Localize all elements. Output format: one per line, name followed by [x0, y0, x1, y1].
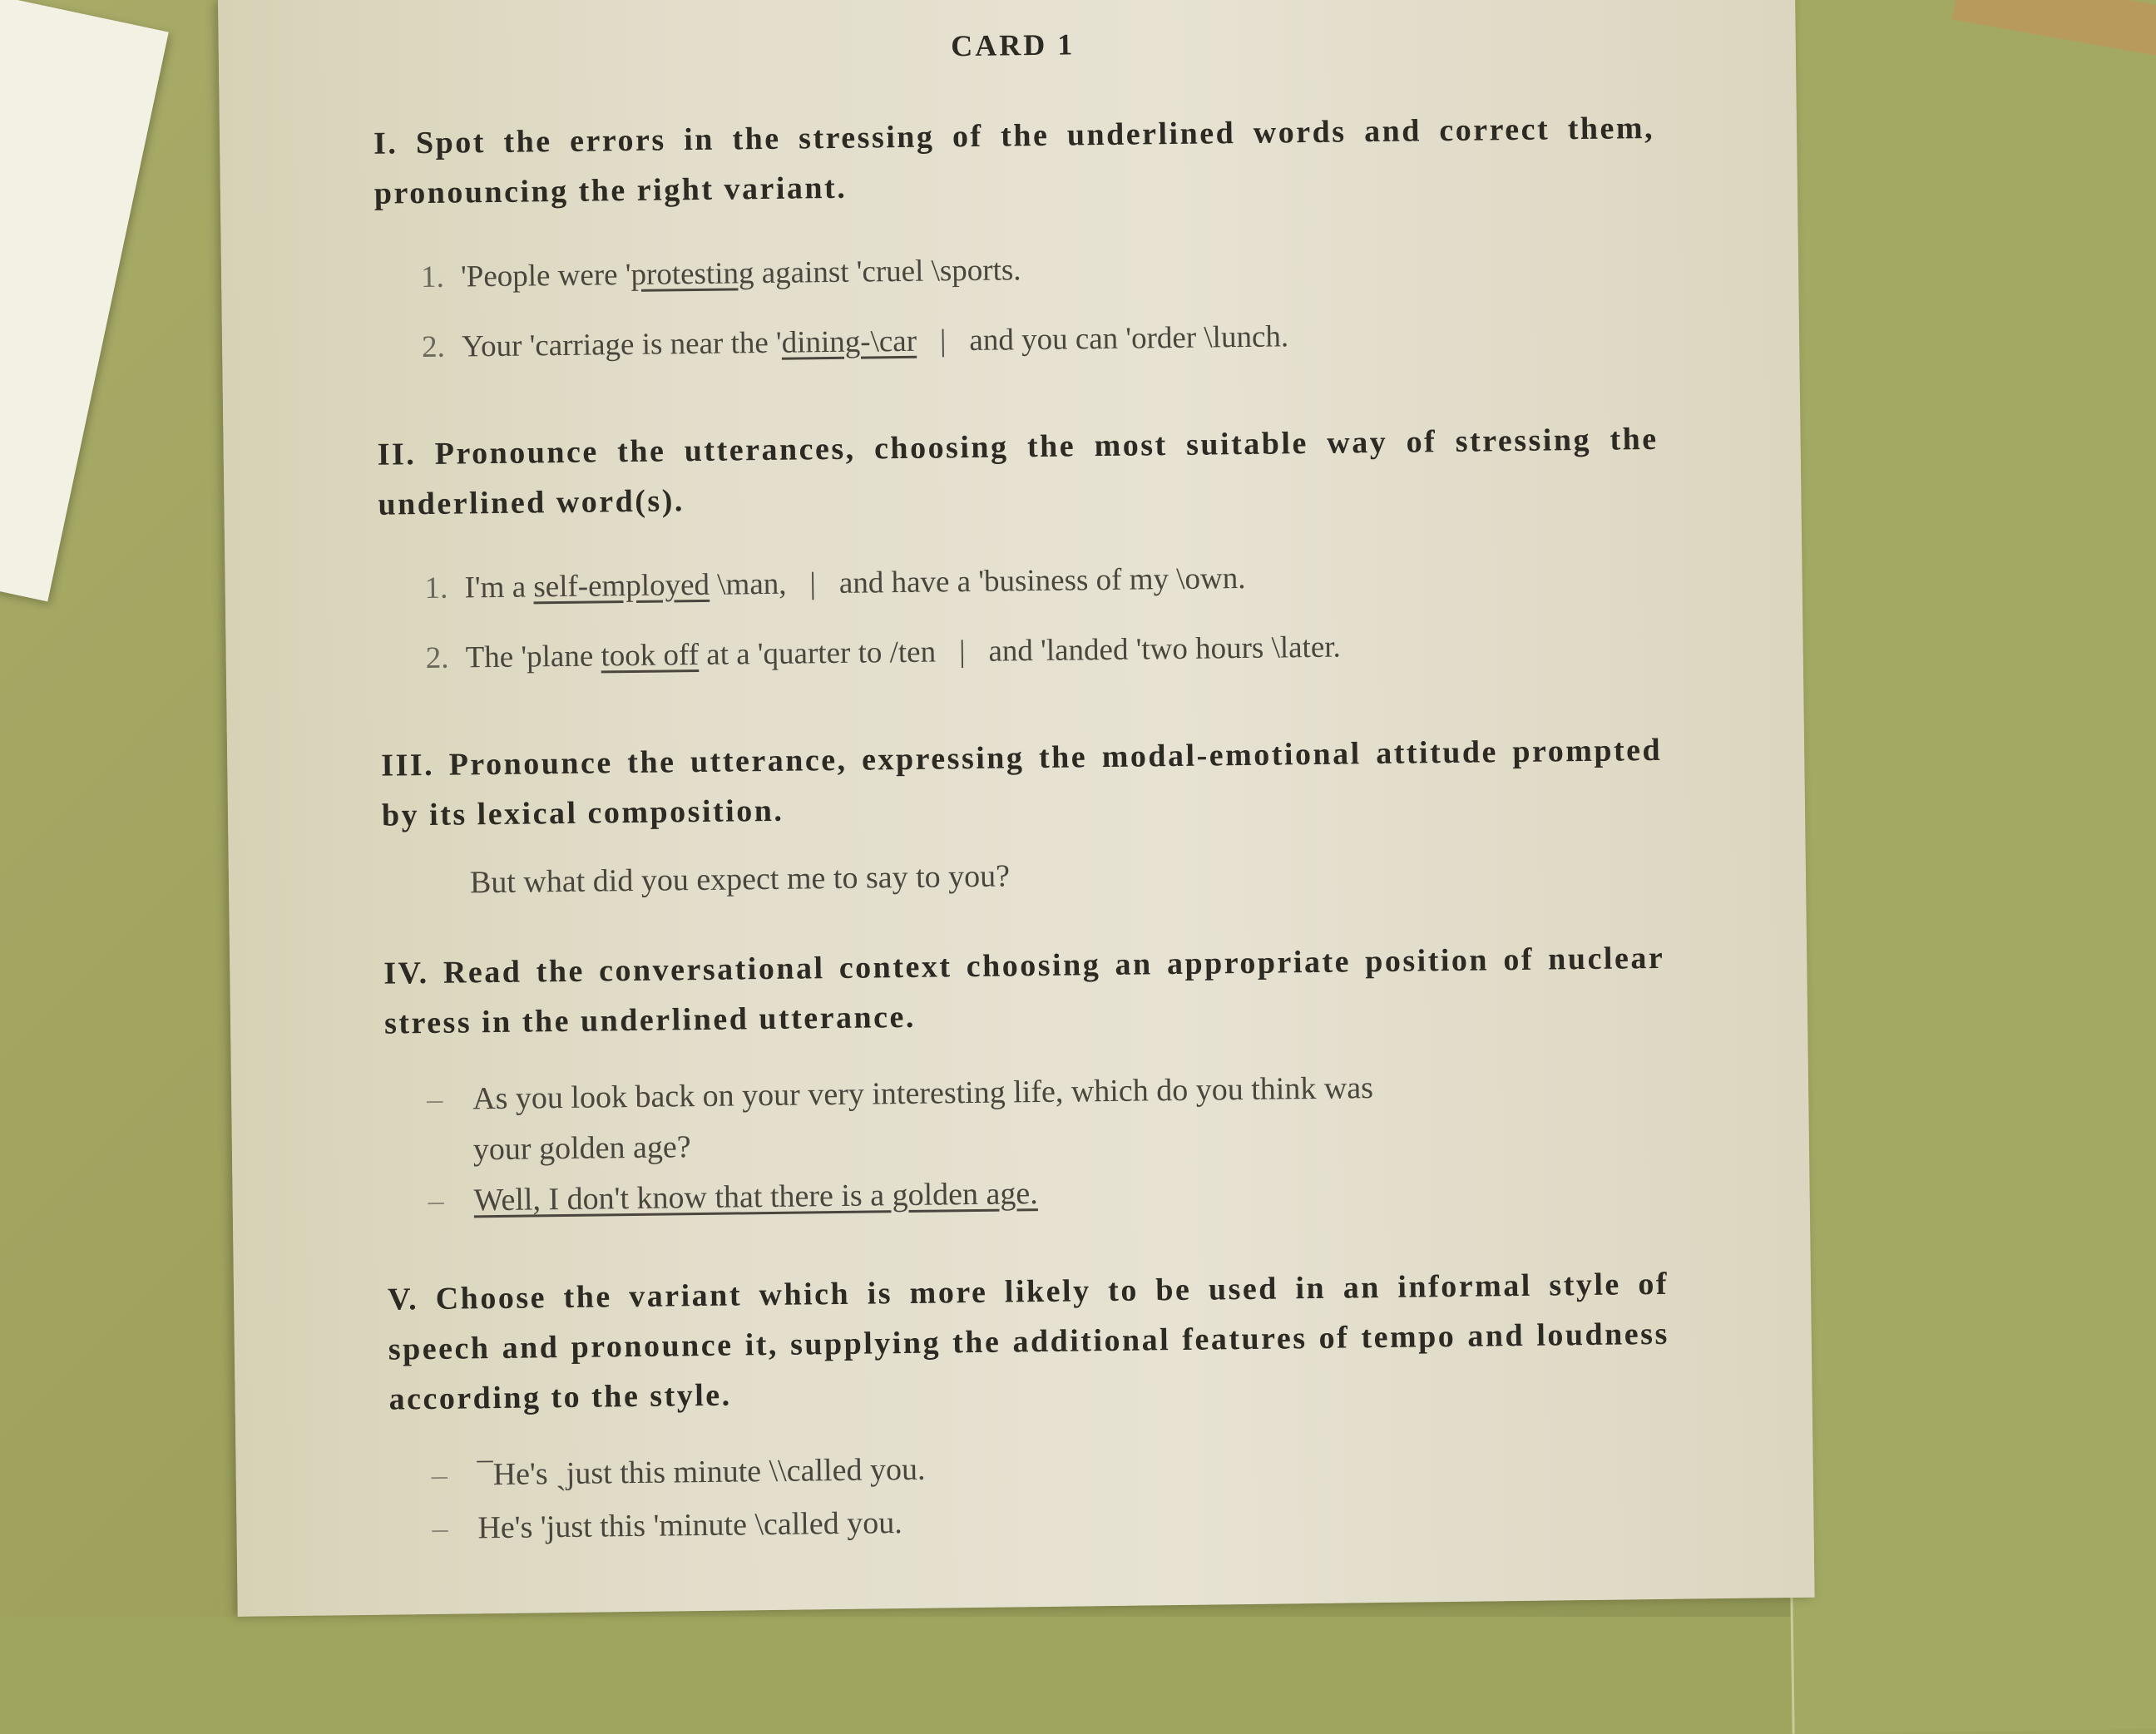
dialog-question-text: As you look back on your very interesting life, which do you think was [472, 1070, 1374, 1117]
section-5-instruction: V. Choose the variant which is more likely to be used in an informal style of speech and pronounce it, supplying the additional features of tempo and loudness according to the style. [387, 1266, 1669, 1417]
exam-card [218, 0, 1815, 1617]
card-content [373, 20, 1673, 1603]
item-text: and you can 'order \lunch. [969, 319, 1289, 358]
section-1-item-2 [376, 298, 1658, 383]
background-sheet-right [1768, 0, 2156, 1734]
section-4-instruction: IV. Read the conversational context choosing an appropriate position of nuclear stress in the underlined utterance. [383, 940, 1665, 1041]
dialog-question-continued: your golden age? [472, 1129, 691, 1168]
dialog-dash: – [426, 1081, 443, 1118]
card-title: CARD 1 [950, 27, 1076, 63]
underlined-word: self-employed [533, 567, 710, 605]
section-1 [373, 103, 1658, 383]
section-2-instruction: II. Pronounce the utterances, choosing the most suitable way of stressing the underlined word(s). [377, 421, 1659, 522]
item-text: and 'landed 'two hours \later. [988, 630, 1342, 669]
tone-boundary: | [939, 324, 947, 358]
section-3-utterance: But what did you expect me to say to you? [469, 858, 1011, 901]
underlined-word: dining-\car [781, 324, 917, 360]
variant-1-text: ¯He's ˏjust this minute \\called you. [477, 1451, 926, 1493]
item-text: Your 'carriage is near the ' [461, 325, 782, 364]
item-text: I'm a [464, 570, 534, 605]
variant-dash: – [431, 1457, 448, 1493]
section-2-item-2 [379, 609, 1661, 694]
variant-2-text: He's 'just this 'minute \called you. [477, 1505, 902, 1546]
underlined-utterance: Well, I don't know that there is a golden age. [473, 1176, 1038, 1218]
section-2 [377, 414, 1661, 694]
tone-boundary: | [958, 635, 966, 669]
underlined-word: protesting [630, 256, 754, 292]
item-text: at a 'quarter to /ten [698, 635, 937, 672]
tone-boundary: | [809, 566, 817, 601]
item-text: \man, [709, 566, 787, 602]
underlined-word: took off [601, 637, 700, 674]
item-text: 'People were ' [460, 257, 631, 294]
section-3-instruction: III. Pronounce the utterance, expressing the modal-emotional attitude prompted by its lexical composition. [381, 732, 1663, 833]
item-number: 2. [421, 329, 446, 365]
section-3 [381, 725, 1664, 902]
section-1-items [375, 228, 1658, 383]
item-text: The 'plane [465, 639, 601, 675]
section-2-items [378, 539, 1661, 694]
section-1-instruction: I. Spot the errors in the stressing of the underlined words and correct them, pronouncing the right variant. [373, 110, 1655, 211]
item-text: and have a 'business of my \own. [838, 561, 1246, 600]
item-number: 1. [424, 571, 448, 606]
section-5 [388, 1259, 1672, 1556]
variant-dash: – [432, 1510, 448, 1546]
item-number: 2. [425, 640, 449, 676]
item-text: against 'cruel \sports. [754, 253, 1021, 291]
dialog-dash: – [428, 1183, 444, 1219]
section-4 [383, 933, 1668, 1228]
item-number: 1. [420, 259, 445, 295]
